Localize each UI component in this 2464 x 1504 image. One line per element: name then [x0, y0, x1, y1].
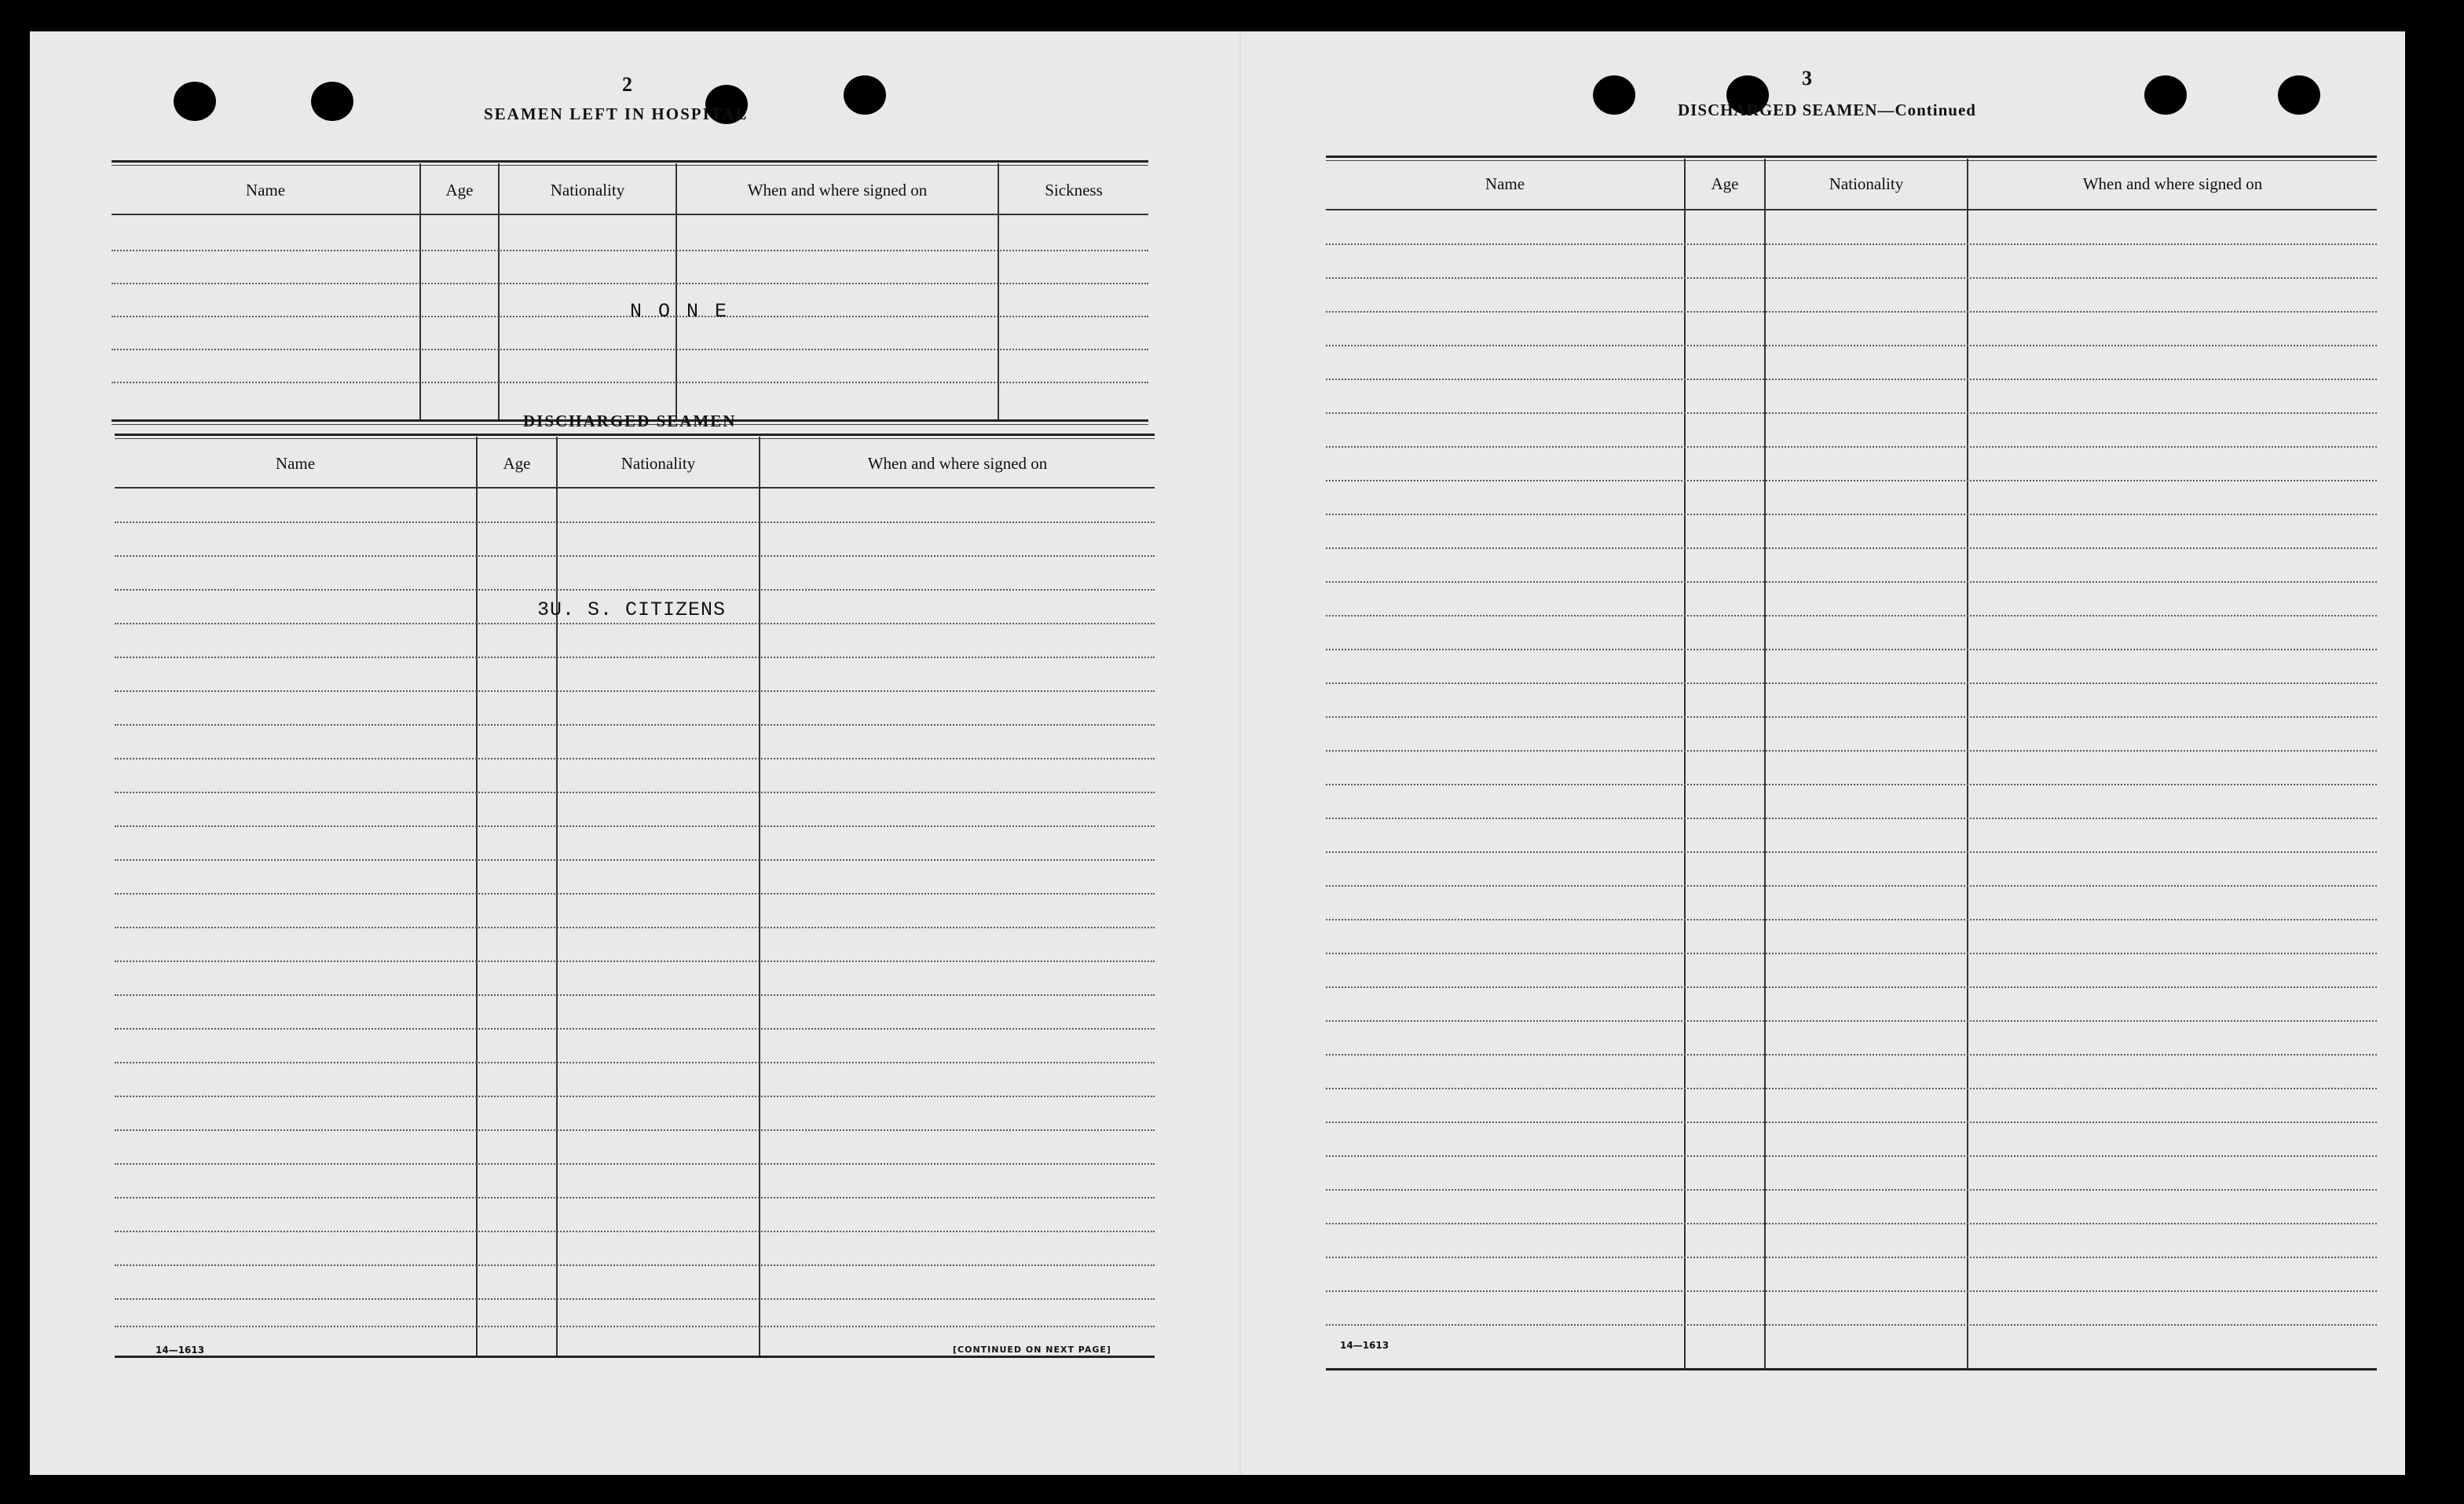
- row-line: [1326, 480, 2377, 481]
- hospital-section-title: SEAMEN LEFT IN HOSPITAL: [484, 104, 749, 123]
- table-top-rule: [115, 438, 1155, 439]
- column-header-age: Age: [1711, 174, 1739, 193]
- row-line: [112, 283, 1148, 284]
- row-line: [115, 893, 1155, 895]
- row-line: [115, 825, 1155, 827]
- form-number: 14—1613: [156, 1345, 205, 1356]
- row-line: [115, 1163, 1155, 1165]
- table-top-rule: [1326, 156, 2377, 158]
- row-line: [1326, 547, 2377, 549]
- row-line: [1326, 311, 2377, 313]
- row-line: [115, 1197, 1155, 1198]
- row-line: [1326, 1088, 2377, 1089]
- row-line: [1326, 1189, 2377, 1191]
- row-line: [115, 859, 1155, 861]
- row-line: [115, 1129, 1155, 1131]
- column-header-name: Name: [275, 454, 316, 473]
- column-header-nationality: Nationality: [1829, 174, 1904, 193]
- column-header-age: Age: [445, 181, 474, 199]
- left-page: [30, 31, 1217, 1475]
- row-line: [1326, 1020, 2377, 1022]
- row-line: [1326, 986, 2377, 988]
- column-header-nationality: Nationality: [621, 454, 696, 473]
- row-line: [115, 623, 1155, 624]
- row-line: [115, 1298, 1155, 1300]
- typed-entry-citizens: 3U. S. CITIZENS: [537, 598, 727, 621]
- row-line: [1326, 953, 2377, 954]
- row-line: [115, 555, 1155, 557]
- discharged-table: [115, 434, 1155, 1363]
- row-line: [1326, 919, 2377, 920]
- row-line: [1326, 379, 2377, 380]
- row-line: [115, 657, 1155, 658]
- row-line: [115, 724, 1155, 726]
- row-line: [115, 1028, 1155, 1030]
- table-top-rule: [112, 165, 1148, 166]
- column-header-signed-on: When and where signed on: [747, 181, 928, 199]
- row-line: [1326, 514, 2377, 515]
- row-line: [115, 1062, 1155, 1063]
- row-line: [1326, 1290, 2377, 1292]
- row-line: [1326, 1324, 2377, 1326]
- row-line: [115, 758, 1155, 759]
- row-line: [1326, 1257, 2377, 1258]
- row-line: [115, 927, 1155, 928]
- punch-hole: [2278, 75, 2320, 115]
- row-line: [1326, 1054, 2377, 1056]
- row-line: [1326, 750, 2377, 752]
- row-line: [1326, 851, 2377, 853]
- row-line: [112, 382, 1148, 383]
- punch-hole: [2144, 75, 2187, 115]
- typed-entry-none: N O N E: [630, 300, 730, 323]
- row-line: [115, 521, 1155, 523]
- table-top-rule: [1326, 160, 2377, 161]
- row-line: [112, 250, 1148, 251]
- table-bottom-rule: [1326, 1368, 2377, 1370]
- row-line: [1326, 581, 2377, 583]
- table-bottom-rule: [115, 1356, 1155, 1358]
- right-page: [1217, 31, 2405, 1475]
- row-line: [1326, 446, 2377, 448]
- header-bottom-rule: [115, 487, 1155, 489]
- column-divider: [476, 437, 478, 1356]
- header-bottom-rule: [112, 214, 1148, 215]
- table-top-rule: [112, 160, 1148, 163]
- row-line: [1326, 277, 2377, 279]
- row-line: [115, 961, 1155, 962]
- row-line: [115, 1264, 1155, 1266]
- row-line: [1326, 412, 2377, 414]
- row-line: [115, 994, 1155, 996]
- row-line: [115, 589, 1155, 591]
- column-header-nationality: Nationality: [550, 181, 625, 199]
- column-header-signed-on: When and where signed on: [2082, 174, 2263, 193]
- row-line: [115, 1096, 1155, 1097]
- row-line: [115, 792, 1155, 793]
- page-number: 2: [622, 73, 632, 96]
- row-line: [1326, 1155, 2377, 1157]
- column-divider: [1764, 159, 1766, 1368]
- column-divider: [1684, 159, 1686, 1368]
- column-divider: [1967, 159, 1968, 1368]
- column-header-name: Name: [1485, 174, 1525, 193]
- punch-hole: [174, 82, 216, 121]
- column-divider: [556, 437, 558, 1356]
- header-bottom-rule: [1326, 209, 2377, 210]
- page-number: 3: [1802, 67, 1812, 90]
- column-header-age: Age: [503, 454, 531, 473]
- row-line: [1326, 885, 2377, 887]
- row-line: [1326, 818, 2377, 819]
- discharged-continued-title: DISCHARGED SEAMEN—Continued: [1678, 101, 1976, 119]
- punch-hole: [844, 75, 886, 115]
- discharged-continued-table: [1326, 124, 2377, 1381]
- row-line: [1326, 649, 2377, 650]
- table-top-rule: [115, 434, 1155, 436]
- row-line: [1326, 682, 2377, 684]
- row-line: [1326, 716, 2377, 718]
- form-number: 14—1613: [1340, 1340, 1389, 1351]
- column-header-signed-on: When and where signed on: [867, 454, 1048, 473]
- column-divider: [759, 437, 760, 1356]
- row-line: [115, 690, 1155, 692]
- document-sheet: [30, 31, 2405, 1475]
- discharged-section-title: DISCHARGED SEAMEN: [523, 412, 737, 430]
- row-line: [115, 1326, 1155, 1327]
- row-line: [1326, 345, 2377, 346]
- row-line: [1326, 243, 2377, 245]
- punch-hole: [311, 82, 353, 121]
- row-line: [1326, 615, 2377, 617]
- row-line: [1326, 784, 2377, 785]
- column-header-sickness: Sickness: [1045, 181, 1103, 199]
- row-line: [1326, 1223, 2377, 1224]
- column-header-name: Name: [245, 181, 286, 199]
- row-line: [115, 1231, 1155, 1232]
- continued-note: [CONTINUED ON NEXT PAGE]: [953, 1345, 1111, 1355]
- punch-hole: [1593, 75, 1635, 115]
- row-line: [112, 349, 1148, 350]
- hospital-table: [112, 129, 1148, 432]
- row-line: [1326, 1122, 2377, 1123]
